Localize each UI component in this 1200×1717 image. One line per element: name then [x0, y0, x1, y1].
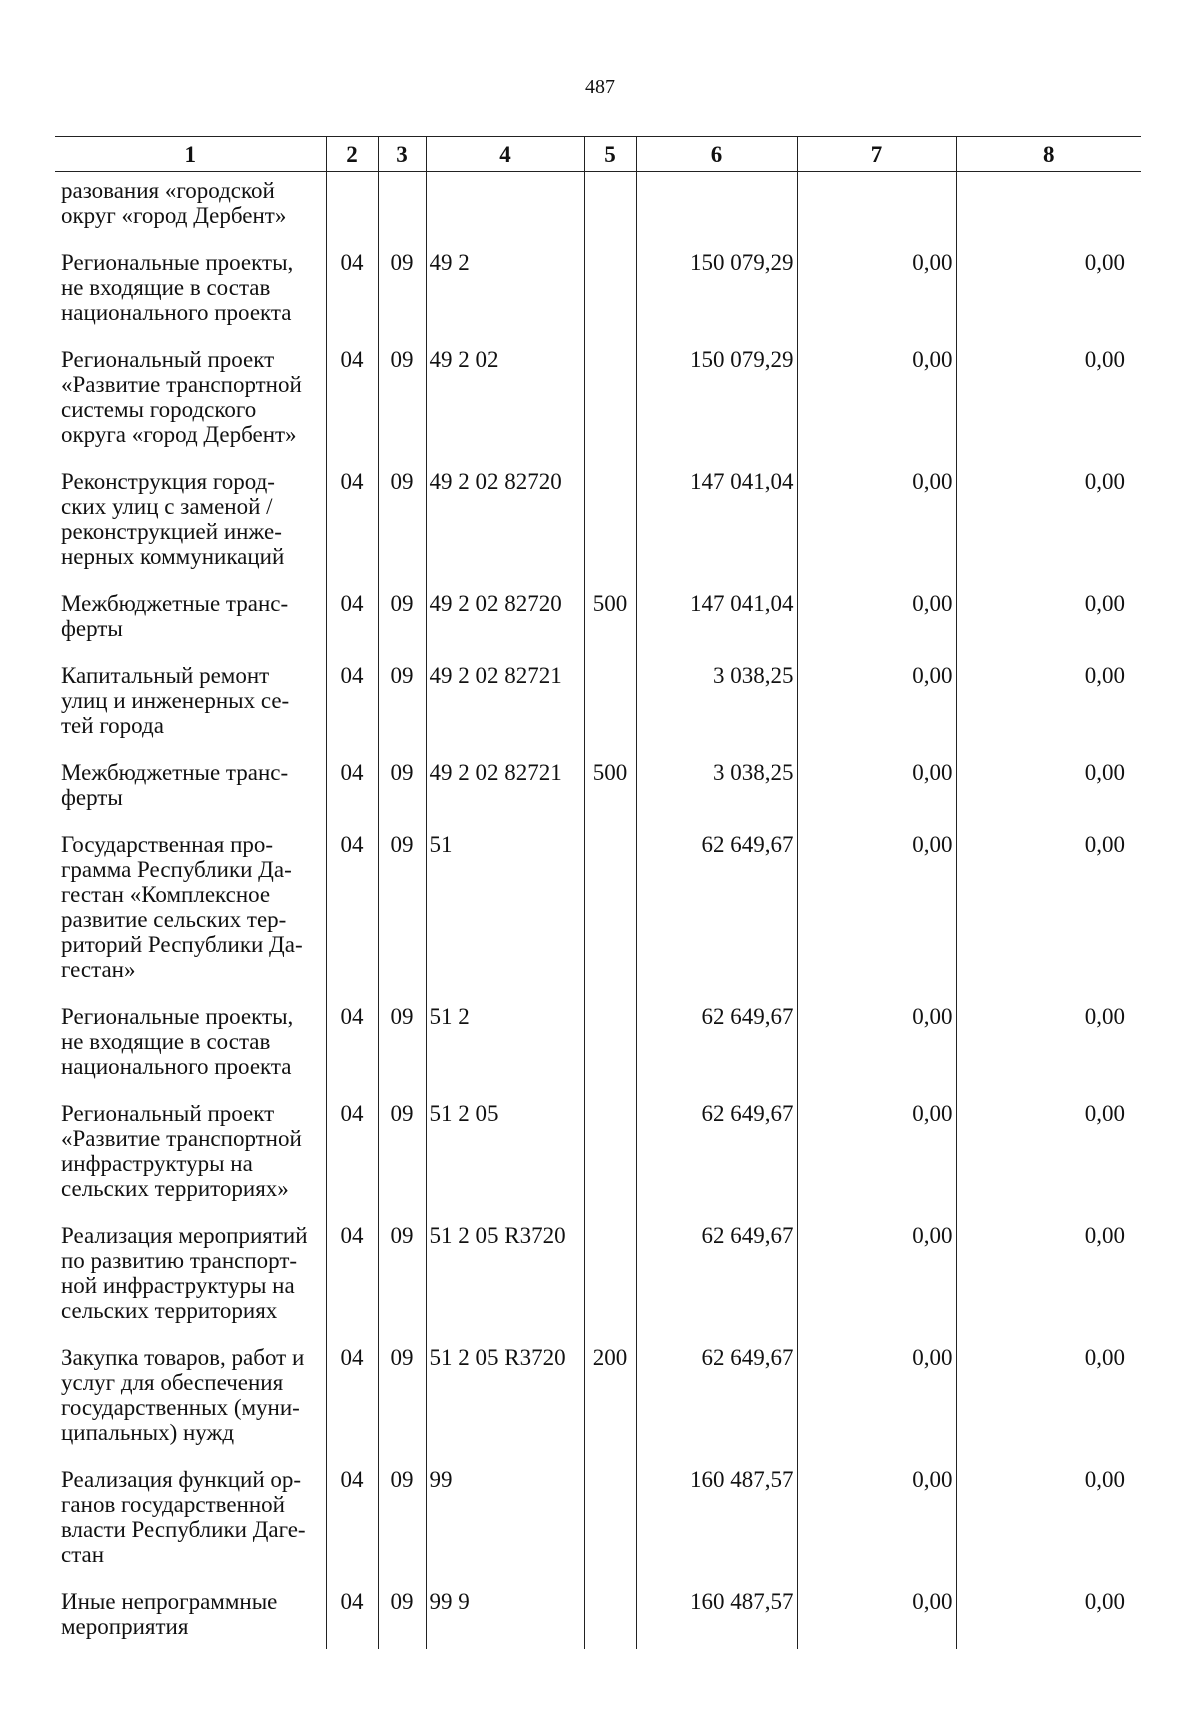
expense-type-cell [584, 663, 636, 760]
item-name-cell: Межбюджетные транс- ферты [61, 760, 289, 810]
expense-type-cell: 500 [584, 591, 636, 663]
expense-type-cell [584, 1467, 636, 1589]
item-name-cell: Региональный проект «Развитие транспортной системы городского округа «город Дербент» [61, 347, 302, 447]
item-name-cell: Закупка товаров, работ и услуг для обеспечения государственных (муни- ципальных) нужд [61, 1345, 305, 1445]
table-row [55, 663, 1141, 760]
target-article-cell: 51 2 [426, 1004, 584, 1101]
section-code-cell: 04 [326, 250, 378, 347]
amount-col7-cell: 0,00 [797, 469, 956, 591]
amount-col7-cell: 0,00 [797, 663, 956, 760]
item-name-cell: Реализация мероприятий по развитию транспорт- ной инфраструктуры на сельских территориях [61, 1223, 308, 1323]
subsection-code-cell: 09 [378, 832, 426, 1004]
expense-type-cell [584, 347, 636, 469]
item-name-cell: Межбюджетные транс- ферты [61, 591, 289, 641]
amount-col6-cell: 62 649,67 [636, 1223, 797, 1345]
item-name-cell: разования «городской округ «город Дербент» [61, 178, 287, 228]
subsection-code-cell: 09 [378, 1101, 426, 1223]
amount-col8-cell: 0,00 [956, 760, 1141, 832]
subsection-code-cell: 09 [378, 469, 426, 591]
column-header: 5 [584, 137, 636, 172]
table-row [55, 1467, 1141, 1589]
subsection-code-cell: 09 [378, 591, 426, 663]
amount-col7-cell: 0,00 [797, 1004, 956, 1101]
section-code-cell: 04 [326, 760, 378, 832]
table-row [55, 1223, 1141, 1345]
section-code-cell [326, 172, 378, 251]
amount-col6-cell: 62 649,67 [636, 1004, 797, 1101]
target-article-cell [426, 172, 584, 251]
expense-type-cell [584, 469, 636, 591]
subsection-code-cell: 09 [378, 1467, 426, 1589]
table-row [55, 1004, 1141, 1101]
table-row [55, 469, 1141, 591]
item-name-cell: Реализация функций ор- ганов государственной власти Республики Даге- стан [61, 1467, 306, 1567]
amount-col6-cell: 150 079,29 [636, 347, 797, 469]
column-header: 4 [426, 137, 584, 172]
expense-type-cell: 200 [584, 1345, 636, 1467]
amount-col8-cell: 0,00 [956, 1345, 1141, 1467]
amount-col8-cell [956, 172, 1141, 251]
target-article-cell: 51 2 05 [426, 1101, 584, 1223]
section-code-cell: 04 [326, 1004, 378, 1101]
column-header: 7 [797, 137, 956, 172]
target-article-cell: 51 2 05 R3720 [426, 1345, 584, 1467]
amount-col8-cell: 0,00 [956, 347, 1141, 469]
item-name-cell: Реконструкция город- ских улиц с заменой / реконструкцией инже- нерных коммуникаций [61, 469, 285, 569]
amount-col6-cell: 62 649,67 [636, 1345, 797, 1467]
amount-col6-cell: 62 649,67 [636, 1101, 797, 1223]
subsection-code-cell: 09 [378, 1223, 426, 1345]
target-article-cell: 49 2 02 82721 [426, 663, 584, 760]
table-row [55, 347, 1141, 469]
target-article-cell: 99 [426, 1467, 584, 1589]
amount-col8-cell: 0,00 [956, 1101, 1141, 1223]
table-row [55, 250, 1141, 347]
column-header: 6 [636, 137, 797, 172]
amount-col6-cell: 3 038,25 [636, 760, 797, 832]
expense-type-cell: 500 [584, 760, 636, 832]
subsection-code-cell [378, 172, 426, 251]
table-row [55, 760, 1141, 832]
target-article-cell: 49 2 02 82720 [426, 469, 584, 591]
amount-col7-cell: 0,00 [797, 250, 956, 347]
section-code-cell: 04 [326, 832, 378, 1004]
target-article-cell: 99 9 [426, 1589, 584, 1649]
amount-col7-cell: 0,00 [797, 832, 956, 1004]
amount-col7-cell: 0,00 [797, 1467, 956, 1589]
amount-col6-cell: 147 041,04 [636, 591, 797, 663]
amount-col8-cell: 0,00 [956, 832, 1141, 1004]
amount-col7-cell: 0,00 [797, 1223, 956, 1345]
section-code-cell: 04 [326, 1467, 378, 1589]
amount-col7-cell: 0,00 [797, 347, 956, 469]
amount-col8-cell: 0,00 [956, 469, 1141, 591]
amount-col6-cell: 62 649,67 [636, 832, 797, 1004]
page-number: 487 [585, 76, 615, 98]
amount-col6-cell [636, 172, 797, 251]
amount-col8-cell: 0,00 [956, 1589, 1141, 1649]
subsection-code-cell: 09 [378, 250, 426, 347]
item-name-cell: Региональный проект «Развитие транспортной инфраструктуры на сельских территориях» [61, 1101, 302, 1201]
target-article-cell: 51 2 05 R3720 [426, 1223, 584, 1345]
column-header: 8 [956, 137, 1141, 172]
amount-col6-cell: 3 038,25 [636, 663, 797, 760]
table-row [55, 172, 1141, 251]
target-article-cell: 49 2 02 82720 [426, 591, 584, 663]
subsection-code-cell: 09 [378, 1004, 426, 1101]
amount-col7-cell: 0,00 [797, 591, 956, 663]
amount-col8-cell: 0,00 [956, 1223, 1141, 1345]
subsection-code-cell: 09 [378, 347, 426, 469]
section-code-cell: 04 [326, 1345, 378, 1467]
amount-col8-cell: 0,00 [956, 663, 1141, 760]
column-header: 2 [326, 137, 378, 172]
table-header-row [55, 137, 1141, 172]
expense-type-cell [584, 1101, 636, 1223]
amount-col8-cell: 0,00 [956, 1467, 1141, 1589]
amount-col8-cell: 0,00 [956, 1004, 1141, 1101]
section-code-cell: 04 [326, 663, 378, 760]
amount-col8-cell: 0,00 [956, 250, 1141, 347]
table-row [55, 1345, 1141, 1467]
subsection-code-cell: 09 [378, 1345, 426, 1467]
amount-col8-cell: 0,00 [956, 591, 1141, 663]
target-article-cell: 49 2 02 82721 [426, 760, 584, 832]
amount-col6-cell: 150 079,29 [636, 250, 797, 347]
amount-col6-cell: 147 041,04 [636, 469, 797, 591]
subsection-code-cell: 09 [378, 1589, 426, 1649]
table-row [55, 1589, 1141, 1649]
section-code-cell: 04 [326, 1589, 378, 1649]
amount-col6-cell: 160 487,57 [636, 1589, 797, 1649]
section-code-cell: 04 [326, 1101, 378, 1223]
amount-col6-cell: 160 487,57 [636, 1467, 797, 1589]
budget-table [55, 136, 1141, 1649]
target-article-cell: 49 2 [426, 250, 584, 347]
item-name-cell: Региональные проекты, не входящие в состав национального проекта [61, 1004, 294, 1079]
table-row [55, 832, 1141, 1004]
amount-col7-cell [797, 172, 956, 251]
expense-type-cell [584, 1223, 636, 1345]
amount-col7-cell: 0,00 [797, 760, 956, 832]
table-row [55, 1101, 1141, 1223]
amount-col7-cell: 0,00 [797, 1101, 956, 1223]
column-header: 3 [378, 137, 426, 172]
item-name-cell: Капитальный ремонт улиц и инженерных се- тей города [61, 663, 290, 738]
section-code-cell: 04 [326, 591, 378, 663]
section-code-cell: 04 [326, 469, 378, 591]
subsection-code-cell: 09 [378, 760, 426, 832]
section-code-cell: 04 [326, 347, 378, 469]
subsection-code-cell: 09 [378, 663, 426, 760]
expense-type-cell [584, 832, 636, 1004]
item-name-cell: Региональные проекты, не входящие в состав национального проекта [61, 250, 294, 325]
item-name-cell: Государственная про- грамма Республики Да- гестан «Комплексное развитие сельских тер- риторий Республики Да- гестан» [61, 832, 303, 982]
section-code-cell: 04 [326, 1223, 378, 1345]
table-body [55, 172, 1141, 1650]
table-row [55, 591, 1141, 663]
column-header: 1 [55, 137, 326, 172]
item-name-cell: Иные непрограммные мероприятия [61, 1589, 278, 1639]
expense-type-cell [584, 1589, 636, 1649]
amount-col7-cell: 0,00 [797, 1345, 956, 1467]
target-article-cell: 49 2 02 [426, 347, 584, 469]
expense-type-cell [584, 172, 636, 251]
expense-type-cell [584, 1004, 636, 1101]
amount-col7-cell: 0,00 [797, 1589, 956, 1649]
expense-type-cell [584, 250, 636, 347]
target-article-cell: 51 [426, 832, 584, 1004]
